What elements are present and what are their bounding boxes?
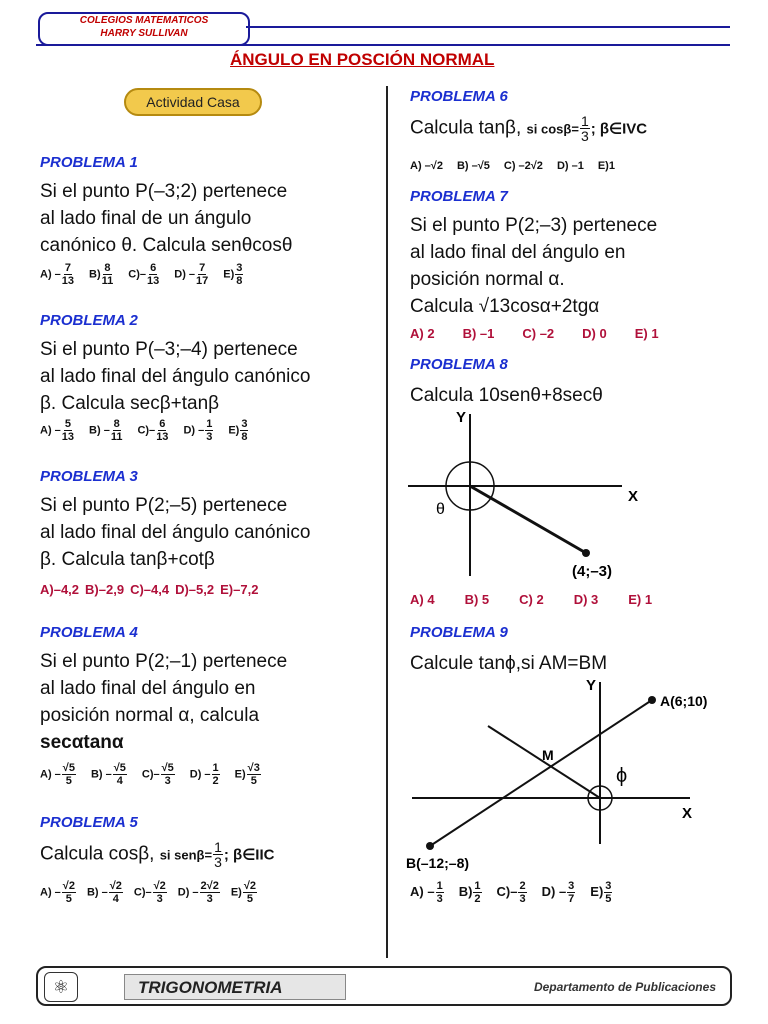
option-c: C)– $\frac{6}{13}$	[137, 418, 169, 443]
option-b: B) –1	[462, 326, 495, 341]
option-e: E) $\frac{3}{8}$	[228, 418, 248, 443]
problem-7-line1: Si el punto P(2;–3) pertenece	[410, 215, 658, 236]
option-d: D)–5,2	[175, 582, 215, 597]
header-rule	[246, 26, 730, 28]
problem-6-label: PROBLEMA 6	[410, 88, 508, 105]
problem-3-line1: Si el punto P(2;–5) pertenece	[40, 495, 288, 516]
problem-7-line4: Calcula √13cosα+2tgα	[410, 296, 600, 317]
problem-3-line3: β. Calcula tanβ+cotβ	[40, 549, 215, 570]
option-c: C) 2	[519, 592, 544, 607]
option-e: E) 1	[634, 326, 659, 341]
problem-7-line2: al lado final del ángulo en	[410, 242, 626, 263]
option-d: D) – $\frac{2√2}{3}$	[177, 880, 219, 905]
problem-3-label: PROBLEMA 3	[40, 468, 138, 485]
problem-8-options	[410, 592, 652, 607]
problem-9-options	[410, 880, 613, 905]
y-axis-label: Y	[586, 677, 597, 694]
problem-2-line1: Si el punto P(–3;–4) pertenece	[40, 339, 298, 360]
option-d: D) 3	[573, 592, 599, 607]
option-b: B) – $\frac{√2}{4}$	[86, 880, 122, 905]
footer-title: TRIGONOMETRIA	[138, 978, 283, 997]
column-divider	[386, 86, 388, 958]
option-b: B) – $\frac{8}{11}$	[89, 418, 123, 443]
atom-icon: ⚛	[44, 972, 78, 1002]
option-d: D) –1	[556, 160, 584, 172]
option-e: E) 1	[628, 592, 653, 607]
option-a: A) –√2	[410, 160, 443, 172]
option-c: C)– $\frac{2}{3}$	[496, 880, 526, 905]
option-d: D) – $\frac{3}{7}$	[541, 880, 575, 905]
problem-9-figure	[400, 674, 740, 874]
problem-5-fraction: $\frac{1}{3}$	[214, 839, 222, 870]
problem-8-line1: Calcula 10senθ+8secθ	[410, 385, 603, 406]
problem-7-label: PROBLEMA 7	[410, 188, 508, 205]
point-b-label: B(–12;–8)	[406, 855, 470, 871]
problem-6-options	[410, 160, 615, 172]
option-b: B) –√5	[456, 160, 490, 172]
option-c: C)–4,4	[130, 582, 170, 597]
problem-6-line1	[410, 114, 647, 143]
option-a: A) 2	[410, 326, 435, 341]
problem-1-options	[40, 262, 244, 287]
problem-6-text-b: si cosβ=	[526, 121, 579, 137]
point-marker	[582, 549, 590, 557]
option-c: C)– $\frac{√2}{3}$	[133, 880, 166, 905]
option-a: A) – $\frac{1}{3}$	[410, 880, 443, 905]
problem-1-line1: Si el punto P(–3;2) pertenece	[40, 181, 288, 202]
problem-4-line2: al lado final del ángulo en	[40, 678, 256, 699]
problem-9-line1: Calcule tanϕ,si AM=BM	[410, 653, 608, 674]
option-c: C)– $\frac{6}{13}$	[128, 262, 160, 287]
option-d: D) – $\frac{1}{2}$	[189, 762, 219, 787]
problem-8-label: PROBLEMA 8	[410, 356, 508, 373]
point-a-label: A(6;10)	[660, 693, 708, 709]
problem-5-text-c: ; β∈IIC	[223, 846, 275, 864]
option-e: E)–7,2	[220, 582, 259, 597]
problem-5-options	[40, 880, 258, 905]
option-a: A) 4	[410, 592, 435, 607]
x-axis-label: X	[628, 488, 639, 505]
school-name-line1: COLEGIOS MATEMATICOS	[79, 15, 209, 26]
problem-6-text-c: ; β∈IVC	[590, 120, 648, 138]
option-a: A) – $\frac{√5}{5}$	[40, 762, 75, 787]
theta-label: θ	[436, 501, 445, 518]
point-a-marker	[648, 696, 656, 704]
problem-5-line1	[40, 840, 274, 869]
problem-1-label: PROBLEMA 1	[40, 154, 138, 171]
option-b: B) – $\frac{√5}{4}$	[90, 762, 126, 787]
problem-6-fraction: $\frac{1}{3}$	[580, 113, 589, 144]
option-a: A) – $\frac{√2}{5}$	[40, 880, 75, 905]
problem-9-label: PROBLEMA 9	[410, 624, 508, 641]
page-title: ÁNGULO EN POSCIÓN NORMAL	[230, 50, 495, 69]
phi-label: ϕ	[616, 765, 628, 787]
terminal-side	[470, 486, 586, 553]
problem-2-options	[40, 418, 249, 443]
option-b: B) $\frac{8}{11}$	[89, 262, 114, 287]
footer	[36, 966, 732, 1006]
problem-4-line3: posición normal α, calcula	[40, 705, 260, 726]
option-e: E) $\frac{3}{8}$	[223, 262, 243, 287]
option-d: D) – $\frac{1}{3}$	[183, 418, 213, 443]
option-a: A) – $\frac{7}{13}$	[40, 262, 75, 287]
option-e: E) $\frac{√2}{5}$	[230, 880, 256, 905]
option-e: E) $\frac{√3}{5}$	[234, 762, 260, 787]
header-rule-lower	[36, 44, 730, 46]
problem-5-text-a: Calcula cosβ,	[40, 843, 155, 865]
option-c: C)– $\frac{√5}{3}$	[141, 762, 174, 787]
problem-7-line3: posición normal α.	[410, 269, 565, 290]
point-m-label: M	[542, 747, 554, 763]
footer-department: Departamento de Publicaciones	[533, 980, 716, 994]
problem-4-options	[40, 762, 262, 787]
problem-5-label: PROBLEMA 5	[40, 814, 138, 831]
problem-2-label: PROBLEMA 2	[40, 312, 138, 329]
problem-5-text-b: si senβ=	[159, 847, 213, 863]
option-a: A) – $\frac{5}{13}$	[40, 418, 75, 443]
option-a: A)–4,2	[40, 582, 80, 597]
problem-4-line4: secαtanα	[40, 732, 124, 753]
point-b-marker	[426, 842, 434, 850]
option-d: D) 0	[582, 326, 607, 341]
problem-2-line2: al lado final del ángulo canónico	[40, 366, 311, 387]
option-d: D) – $\frac{7}{17}$	[174, 262, 209, 287]
problem-3-options	[40, 582, 258, 597]
problem-4-label: PROBLEMA 4	[40, 624, 138, 641]
y-axis-label: Y	[456, 409, 467, 426]
option-c: C) –2√2	[503, 160, 543, 172]
problem-8-figure	[400, 406, 660, 586]
option-e: E) $\frac{3}{5}$	[590, 880, 612, 905]
option-b: B) 5	[464, 592, 490, 607]
x-axis-label: X	[682, 805, 693, 822]
option-b: B)–2,9	[85, 582, 125, 597]
problem-1-line2: al lado final de un ángulo	[40, 208, 252, 229]
school-name-line2: HARRY SULLIVAN	[100, 28, 188, 39]
problem-3-line2: al lado final del ángulo canónico	[40, 522, 311, 543]
school-header	[38, 12, 250, 46]
point-label: (4;–3)	[572, 563, 613, 580]
problem-4-line1: Si el punto P(2;–1) pertenece	[40, 651, 288, 672]
activity-badge: Actividad Casa	[124, 88, 262, 116]
option-e: E)1	[597, 160, 615, 172]
problem-2-line3: β. Calcula secβ+tanβ	[40, 393, 220, 414]
problem-6-text-a: Calcula tanβ,	[410, 117, 522, 139]
problem-1-line3: canónico θ. Calcula senθcosθ	[40, 235, 293, 256]
problem-7-options	[410, 326, 659, 341]
option-c: C) –2	[522, 326, 555, 341]
option-b: B) $\frac{1}{2}$	[458, 880, 481, 905]
